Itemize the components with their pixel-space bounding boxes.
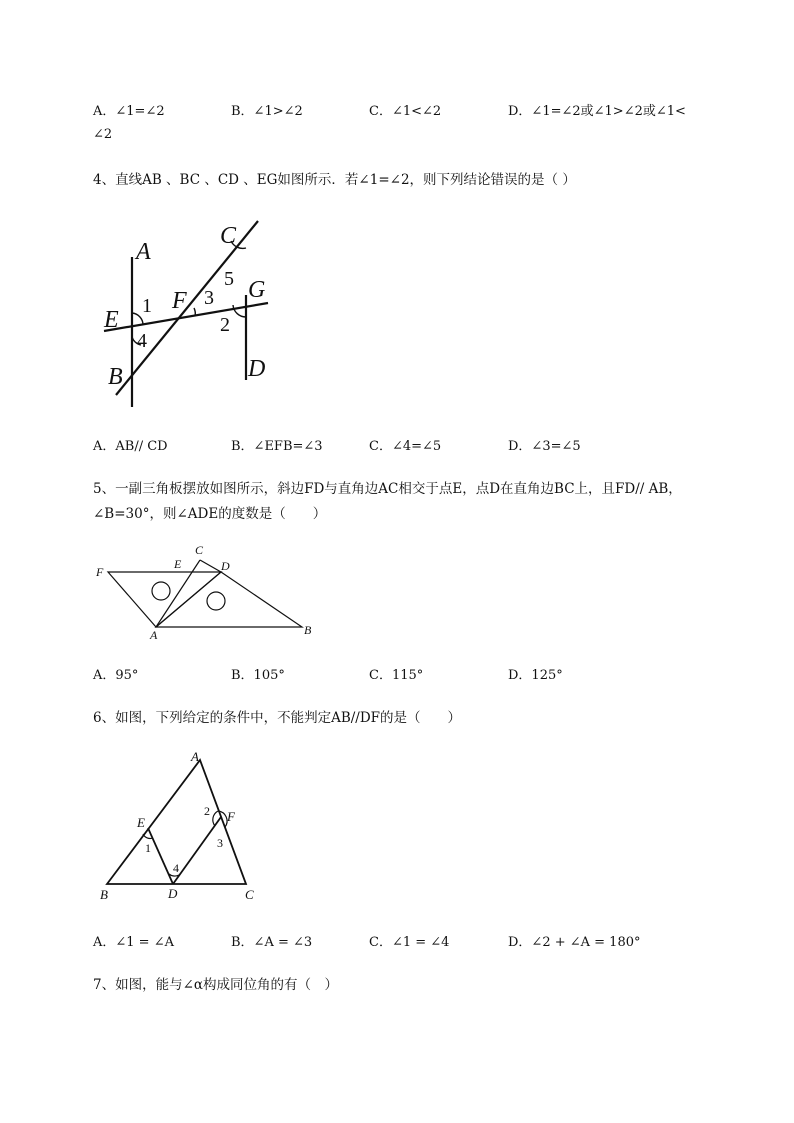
q6-option-c: C．∠1 = ∠4 [369,935,450,950]
q4-figure [100,215,280,415]
q5-label-f: F [96,565,104,579]
q5-option-b: B．105° [231,668,285,683]
q4-label-1: 1 [142,295,152,317]
q5-label-b: B [304,623,312,637]
q6-label-1: 1 [145,841,151,855]
q6-label-3: 3 [217,836,223,850]
q4-option-d: D．∠3=∠5 [508,439,581,454]
q6-line-df [173,817,221,884]
q4-label-4: 4 [137,330,147,352]
q4-option-a: A．AB// CD [93,439,168,454]
q4-label-f: F [172,288,187,314]
q3-option-a: A．∠1=∠2 [93,104,165,119]
q5-line-cd [200,560,221,572]
q5-stem-line1: 5、一副三角板摆放如图所示，斜边FD与直角边AC相交于点E，点D在直角边BC上，且FD// AB， [93,481,682,497]
q6-stem: 6、如图，下列给定的条件中，不能判定AB//DF的是（ ） [93,710,462,726]
q3-option-d: D．∠1=∠2或∠1>∠2或∠1< [508,104,686,119]
q6-label-f: F [227,809,235,824]
q5-stem-line2: ∠B=30°，则∠ADE的度数是（ ） [93,506,327,522]
q5-option-c: C．115° [369,668,424,683]
q6-label-b: B [100,887,108,902]
q5-option-d: D．125° [508,668,563,683]
q5-triangle-hole-right [207,592,225,610]
q6-label-4: 4 [173,861,179,875]
q3-option-d-continued: ∠2 [93,127,113,142]
q3-option-b: B．∠1>∠2 [231,104,303,119]
q4-label-5: 5 [224,268,234,290]
q4-option-c: C．∠4=∠5 [369,439,442,454]
q6-line-ed [148,828,173,884]
q5-label-c: C [195,543,204,557]
q6-label-c: C [245,887,254,902]
q4-label-a: A [136,239,151,265]
q4-label-d: D [248,356,266,382]
q6-label-2: 2 [204,804,210,818]
q4-label-3: 3 [204,287,214,309]
q6-option-d: D．∠2 + ∠A = 180° [508,935,641,950]
q7-stem: 7、如图，能与∠α构成同位角的有（ ） [93,977,339,993]
q5-figure [90,538,330,643]
q4-label-g: G [248,277,266,303]
q4-stem: 4、直线AB 、BC 、CD 、EG如图所示．若∠1=∠2，则下列结论错误的是（ ） [93,172,576,188]
q5-label-d: D [221,559,230,573]
q4-label-b: B [108,364,123,390]
q3-option-c: C．∠1<∠2 [369,104,442,119]
q5-triangle-hole-left [152,582,170,600]
q4-label-2: 2 [220,314,230,336]
q5-label-a: A [150,628,158,642]
q4-label-c: C [220,223,237,249]
q5-label-e: E [174,557,182,571]
q4-option-b: B．∠EFB=∠3 [231,439,323,454]
q5-triangle-adb [156,572,302,627]
q6-option-a: A．∠1 = ∠A [93,935,174,950]
q5-option-a: A．95° [93,668,139,683]
q6-option-b: B．∠A = ∠3 [231,935,313,950]
q6-label-d: D [168,886,178,901]
q6-label-e: E [137,815,145,830]
q4-label-e: E [104,307,119,333]
q6-figure [95,745,275,910]
q6-label-a: A [191,749,199,764]
